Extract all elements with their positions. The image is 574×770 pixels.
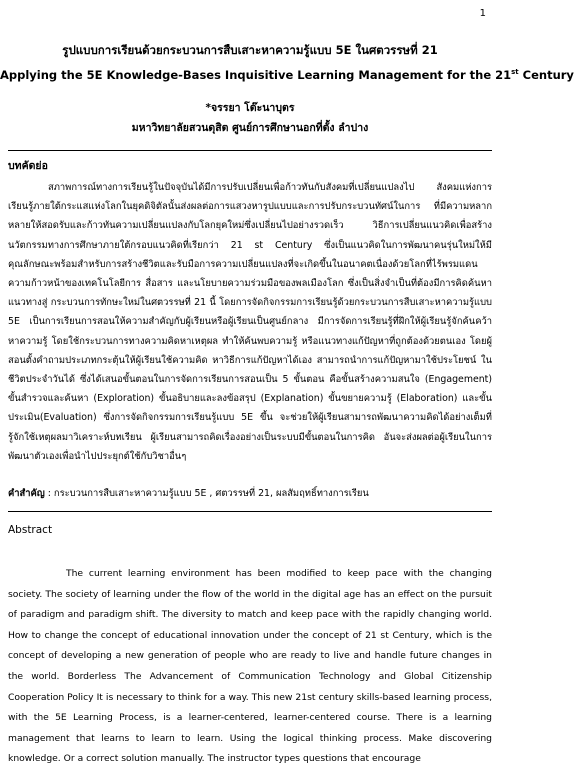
page-number: 1 [479, 8, 486, 19]
title-thai: รูปแบบการเรียนด้วยกระบวนการสืบเสาะหาความรู้แบบ 5E ในศตวรรษที่ 21 [62, 43, 438, 57]
abstract-english-heading: Abstract [8, 524, 53, 536]
keywords-label: คำสำคัญ [8, 488, 45, 499]
title-english [0, 62, 574, 85]
author-block [0, 98, 500, 138]
title-english-main: Applying the 5E Knowledge-Bases Inquisitive Learning Management for the 21 [0, 67, 512, 82]
keywords [8, 484, 492, 504]
title-english-tail: Century [518, 67, 574, 82]
abstract-thai-body: สภาพการณ์ทางการเรียนรู้ในปัจจุบันได้มีการปรับเปลี่ยนเพื่อก้าวทันกับสังคมที่เปลี่ยนแปลงไป สังคมแห่งการเรียนรู้ภายใต้กระแสแห่งโลกในยุคดิจิตัลนั้นส่งผลต่อการแสวงหารูปแบบและการปรับกระบวนทัศน์ในการ ที่มีความหลากหลายให้สอดรับและก้าวทันความเปลี่ยนแปลงกับโลกยุคใหม่ซึ่งเปลี่ยนไปอย่างรวดเร็ว วิธีการเปลี่ยนแนวคิดเพื่อสร้างนวัตกรรมทางการศึกษาภายใต้กรอบแนวคิดที่เรียกว่า 21 st Century ซึ่งเป็นแนวคิดในการพัฒนาคนรุ่นใหม่ให้มีคุณลักษณะพร้อมสำหรับการสร้างชีวิตและรับมือการความเปลี่ยนแปลงที่จะเกิดขึ้นในอนาคตเนื่องด้วยโลกที่ไร้พรมแดน ความก้าวหน้าของเทคโนโลยีการ สื่อสาร และนโยบายความร่วมมือของพลเมืองโลก ซึ่งเป็นสิ่งจำเป็นที่ต้องมีการคิดค้นหาแนวทางสู่ กระบวนการทักษะใหม่ในศตวรรษที่ 21 นี้ โดยการจัดกิจกรรมการเรียนรู้ด้วยกระบวนการสืบเสาะหาความรู้แบบ 5E เป็นการเรียนการสอนให้ความสำคัญกับผู้เรียนหรือผู้เรียนเป็นศูนย์กลาง มีการจัดการเรียนรู้ที่ฝึกให้ผู้เรียนรู้จักค้นคว้าหาความรู้ โดยใช้กระบวนการทางความคิดหาเหตุผล ทำให้ค้นพบความรู้ หรือแนวทางแก้ปัญหาที่ถูกต้องด้วยตนเอง โดยผู้สอนตั้งคำถามประเภทกระตุ้นให้ผู้เรียนใช้ความคิด หาวิธีการแก้ปัญหาได้เอง สามารถนำการแก้ปัญหามาใช้ประโยชน์ ในชีวิตประจำวันได้ ซึ่งได้เสนอขั้นตอนในการจัดการเรียนการสอนเป็น 5 ขั้นตอน คือขั้นสร้างความสนใจ (Engagement) ขั้นสำรวจและค้นหา (Exploration) ขั้นอธิบายและลงข้อสรุป (Explanation) ขั้นขยายความรู้ (Elaboration) และขั้นประเมิน(Evaluation) ซึ่งการจัดกิจกรรมการเรียนรู้แบบ 5E ขึ้น จะช่วยให้ผู้เรียนสามารถพัฒนาความคิดได้อย่างเต็มที่ รู้จักใช้เหตุผลมาวิเคราะห์บทเรียน ผู้เรียนสามารถคิดเรื่องอย่างเป็นระบบมีขั้นตอนในการคิด อันจะส่งผลต่อผู้เรียนในการพัฒนาตัวเองเพื่อนำไปประยุกต์ใช้กับวิชาอื่นๆ [8, 182, 492, 462]
divider-top [8, 150, 492, 151]
keywords-text: : กระบวนการสืบเสาะหาความรู้แบบ 5E , ศตวรรษที่ 21, ผลสัมฤทธิ์ทางการเรียน [44, 488, 369, 499]
divider-bottom [8, 511, 492, 512]
abstract-thai-heading: บทคัดย่อ [8, 160, 48, 172]
abstract-english-body: The current learning environment has been modified to keep pace with the changing society. The society of learning under the flow of the world in the digital age has an effect on the pursuit of paradigm and paradigm shift. The diversity to match and keep pace with the rapidly changing world. How to change the concept of educational innovation under the concept of 21 st Century, which is the concept of developing a new generation of people who are ready to live and handle future changes in the world. Borderless The Advancement of Communication Technology and Global Citizenship Cooperation Policy It is necessary to think for a way. This new 21st century skills-based learning process, with the 5E Learning Process, is a learner-centered, learner-centered course. There is a learning management that learns to learn to learn. Using the logical thinking process. Make discovering knowledge. Or a correct solution manually. The instructor types questions that encourage [8, 568, 492, 765]
author-name: *จรรยา โต๊ะนาบุตร [205, 102, 295, 114]
title-block [0, 40, 574, 85]
author-affiliation: มหาวิทยาลัยสวนดุสิต ศูนย์การศึกษานอกที่ตั้ง ลำปาง [131, 122, 369, 134]
title-english-superscript: st [511, 68, 519, 76]
